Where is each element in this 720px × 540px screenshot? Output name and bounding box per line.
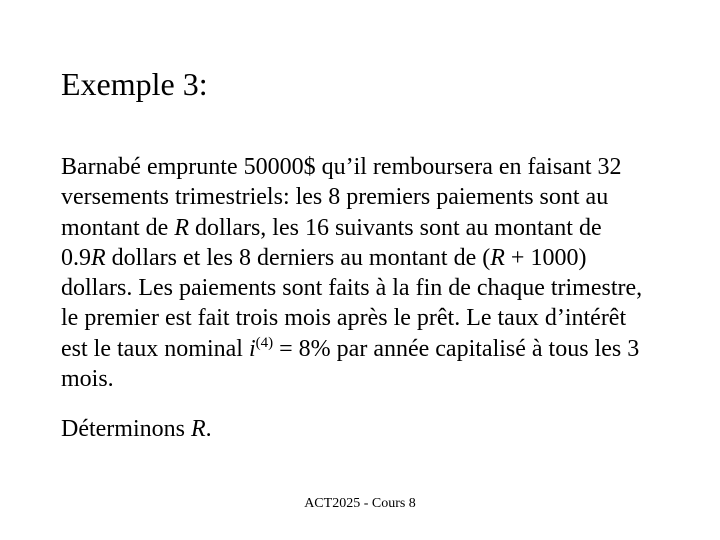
body-text-line [61, 152, 661, 182]
text-run: = 8% par année capitalisé à tous les 3 [273, 335, 640, 362]
text-run: dollars, les 16 suivants sont au montant de [188, 214, 602, 241]
text-run: dollars et les 8 derniers au montant de ( [105, 244, 491, 271]
text-run: versements trimestriels: les 8 premiers paiements sont au [61, 184, 609, 211]
problem-question [61, 414, 212, 444]
text-run: est le taux nominal [61, 335, 249, 362]
text-run: dollars. Les paiements sont faits à la fin de chaque trimestre, [61, 275, 643, 302]
body-text-line [61, 364, 661, 394]
body-text-line [61, 243, 661, 273]
text-run: le premier est fait trois mois après le prêt. Le taux d’intérêt [61, 305, 627, 332]
text-run: Déterminons [61, 416, 191, 442]
text-run: Barnabé emprunte 50000$ qu’il remboursera en faisant 32 [61, 154, 622, 180]
body-text-line [61, 334, 661, 364]
italic-variable: R [490, 244, 505, 271]
italic-variable: i [248, 335, 256, 362]
text-run: . [205, 416, 212, 442]
body-text-line [61, 182, 661, 212]
text-run: + 1000) [504, 244, 587, 271]
slide-footer: ACT2025 - Cours 8 [304, 496, 416, 511]
body-text-line [61, 213, 661, 243]
italic-variable: R [190, 416, 206, 442]
body-text-line [61, 303, 661, 333]
italic-variable: R [174, 214, 189, 241]
body-text-line [61, 273, 661, 303]
slide-title: Exemple 3: [61, 66, 208, 102]
superscript-text: (4) [255, 334, 274, 351]
italic-variable: R [91, 244, 106, 271]
text-run: 0.9 [61, 244, 91, 271]
text-run: montant de [61, 214, 175, 241]
text-run: mois. [61, 366, 114, 393]
problem-statement [61, 152, 661, 394]
